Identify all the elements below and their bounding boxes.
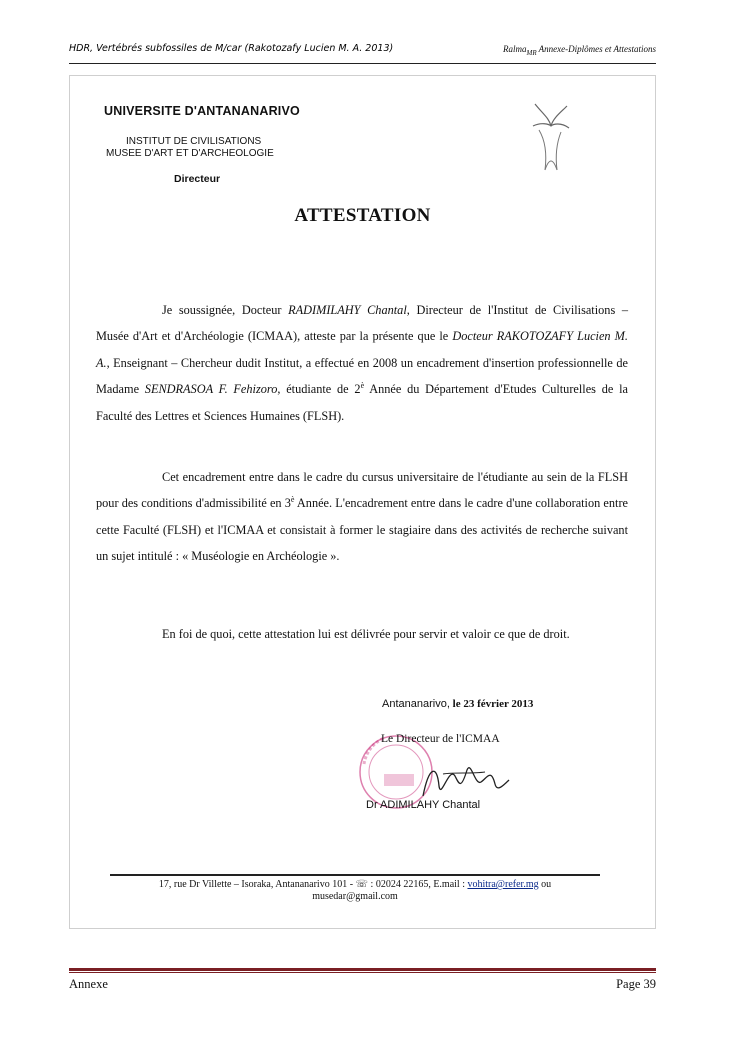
footer-rule-thin [69, 972, 656, 973]
signatory-name: Dr ADIMILAHY Chantal [366, 799, 481, 811]
scanned-attestation [69, 75, 656, 929]
footer-rule [69, 968, 656, 971]
paragraph-1: Je soussignée, Docteur RADIMILAHY Chantal, Directeur de l'Institut de Civilisations – Musée d'Art et d'Archéologie (ICMAA), atteste par la présente que le Docteur RAKOTOZAFY Lucien M. A., Enseignant – Chercheur dudit Institut, a effectué en 2008 un encadrement d'insertion professionnelle de Madame SENDRASOA F. Fehizoro, étudiante de $2^è$ Année du Département d'Etudes Culturelles de la Faculté des Lettres et Sciences Humaines (FLSH). [96, 303, 628, 423]
director-label: Directeur [174, 173, 221, 185]
place-and-date: Antananarivo, le 23 février 2013 [382, 698, 534, 710]
museum-name: MUSEE D'ART ET D'ARCHEOLOGIE [106, 148, 274, 159]
header-rule [69, 63, 656, 64]
paragraph-3: En foi de quoi, cette attestation lui est délivrée pour servir et valoir ce que de droit. [162, 627, 570, 641]
page-number: Page 39 [616, 977, 656, 991]
footer-section-label: Annexe [69, 977, 108, 991]
institute-address: 17, rue Dr Villette – Isoraka, Antananarivo 101 - ☏ : 02024 22165, E.mail : vohitra@refer.mg ou musedar@gmail.com [158, 879, 552, 902]
running-header-section: Ralma$_{MR}$ Annexe-Diplômes et Attestations [502, 44, 656, 57]
document-title: ATTESTATION [294, 205, 431, 226]
address-rule [110, 874, 600, 876]
institute-name: INSTITUT DE CIVILISATIONS [126, 136, 262, 147]
email-link-2[interactable]: musedar@gmail.com [312, 891, 398, 902]
email-link[interactable]: vohitra@refer.mg [467, 879, 539, 890]
institute-logo-icon [515, 96, 585, 176]
paragraph-2: Cet encadrement entre dans le cadre du cursus universitaire de l'étudiante au sein de la FLSH pour des conditions d'admissibilité en $3^è$ Année. L'encadrement entre dans le cadre d'une collaboration entre cette Faculté (FLSH) et l'ICMAA et consistait à former le stagiaire dans des activités de recherche suivant un sujet intitulé : « Muséologie en Archéologie ». [96, 470, 629, 564]
university-name: UNIVERSITE D'ANTANANARIVO [104, 104, 300, 118]
signatory-title: Le Directeur de l'ICMAA [381, 733, 500, 745]
running-header-title: HDR, Vertébrés subfossiles de M/car (Rakotozafy Lucien M. A. 2013) [69, 43, 394, 54]
